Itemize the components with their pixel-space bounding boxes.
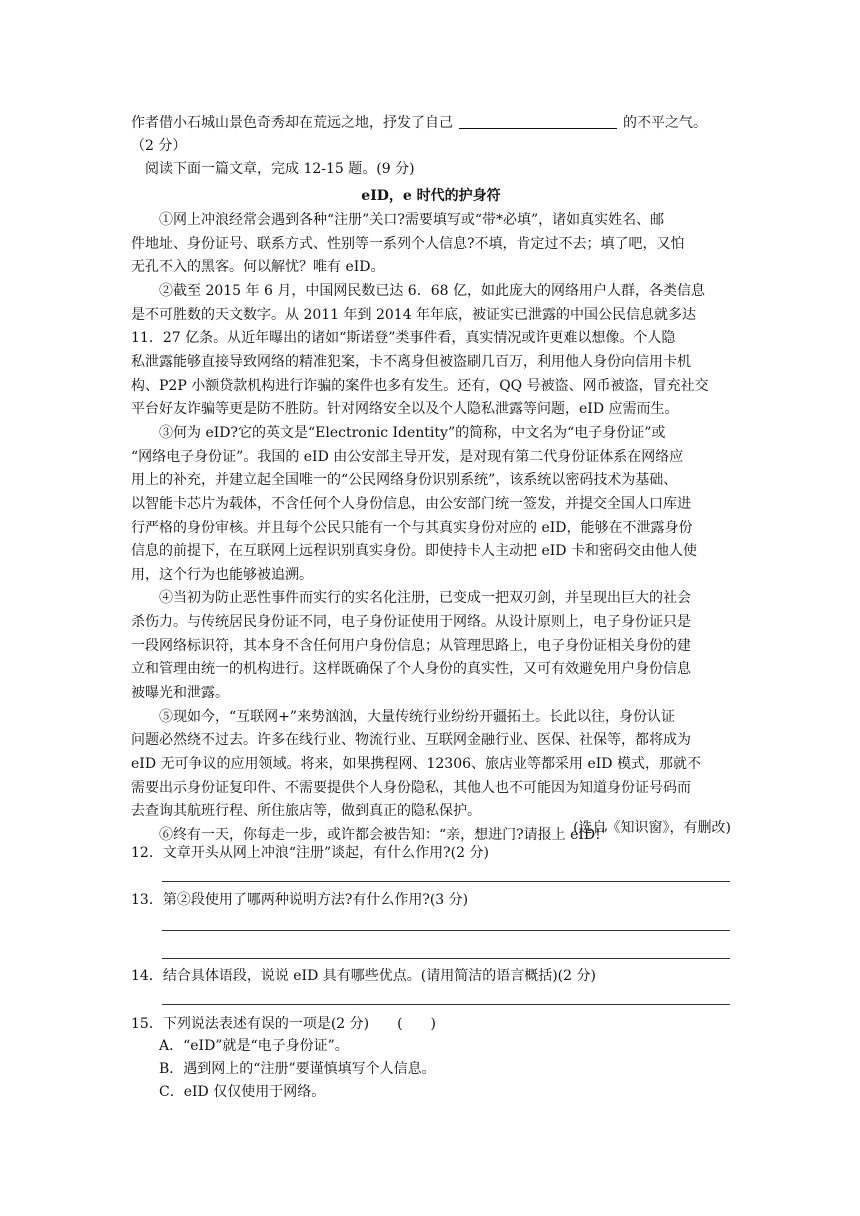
article-line: 用，这个行为也能够被追溯。 <box>131 566 313 583</box>
article-line: 件地址、身份证号、联系方式、性别等一系列个人信息?不填，肯定过不去；填了吧，又怕 <box>131 235 685 252</box>
article-line: 11．27 亿条。从近年曝出的诸如“斯诺登”类事件看，真实情况或许更难以想像。个人隐 <box>131 330 676 347</box>
q15-option-b[interactable]: B．遇到网上的“注册”要谨慎填写个人信息。 <box>159 1061 436 1077</box>
article-line: “网络电子身份证”。我国的 eID 由公安部主导开发，是对现有第二代身份证体系在网络应 <box>131 448 684 465</box>
article-title: eID，e 时代的护身符 <box>361 188 501 204</box>
q12-answer-line[interactable] <box>162 881 730 882</box>
q15-option-a[interactable]: A．“eID”就是“电子身份证”。 <box>159 1038 349 1054</box>
q13-answer-line-1[interactable] <box>162 930 730 931</box>
article-line: 信息的前提下，在互联网上远程识别真实身份。即使持卡人主动把 eID 卡和密码交由他人使 <box>131 543 697 560</box>
q11-tail-line <box>131 113 731 133</box>
article-line: ②截至 2015 年 6 月，中国网民数已达 6．68 亿，如此庞大的网络用户人群，各类信息 <box>159 282 705 299</box>
q11-score: （2 分） <box>131 138 187 154</box>
article-source: (选自《知识窗》，有删改) <box>573 820 731 836</box>
article-line: 立和管理由统一的机构进行。这样既确保了个人身份的真实性，又可有效避免用户身份信息 <box>131 661 691 678</box>
article-line: 杀伤力。与传统居民身份证不同，电子身份证使用于网络。从设计原则上，电子身份证只是 <box>131 614 691 630</box>
article-line: ④当初为防止恶性事件而实行的实名化注册，已变成一把双刃剑，并呈现出巨大的社会 <box>159 590 691 607</box>
article-line: 被曝光和泄露。 <box>131 685 229 701</box>
article-line: ③何为 eID?它的英文是“Electronic Identity”的简称，中文名为“电子身份证”或 <box>159 424 666 441</box>
reading-instruction: 阅读下面一篇文章，完成 12-15 题。(9 分) <box>145 161 415 177</box>
article-line: 无孔不入的黑客。何以解忧？唯有 eID。 <box>131 259 385 276</box>
article-line: 用上的补充，并建立起全国唯一的“公民网络身份识别系统”，该系统以密码技术为基础、 <box>131 472 678 489</box>
article-line: 是不可胜数的天文数字。从 2011 年到 2014 年年底，被证实已泄露的中国公民信息就多达 <box>131 306 697 323</box>
question-13: 13．第②段使用了哪两种说明方法?有什么作用?(3 分) <box>131 892 469 908</box>
article-line: 需要出示身份证复印件、不需要提供个人身份隐私，其他人也不可能因为知道身份证号码而 <box>131 779 691 796</box>
article-line: 以智能卡芯片为载体，不含任何个人身份信息，由公安部门统一签发，并提交全国人口库进 <box>131 495 691 512</box>
q11-answer-blank[interactable] <box>459 114 617 129</box>
article-line: 问题必然绕不过去。许多在线行业、物流行业、互联网金融行业、医保、社保等，都将成为 <box>131 732 691 749</box>
article-line: 一段网络标识符，其本身不含任何用户身份信息；从管理思路上，电子身份证相关身份的建 <box>131 637 691 654</box>
article-line: eID 无可争议的应用领域。将来，如果携程网、12306、旅店业等都采用 eID 模式，那就不 <box>131 755 701 772</box>
article-line: 行严格的身份审核。并且每个公民只能有一个与其真实身份对应的 eID，能够在不泄露身份 <box>131 519 693 536</box>
article-line: 去查询其航班行程、所住旅店等，做到真正的隐私保护。 <box>131 803 481 820</box>
q11-text-after: 的不平之气。 <box>623 115 707 131</box>
question-12: 12．文章开头从网上冲浪“注册”谈起，有什么作用?(2 分) <box>131 845 489 861</box>
article-line: ⑥终有一天，你每走一步，或许都会被告知：“亲，想进门?请报上 eID!” <box>159 826 608 843</box>
question-14: 14．结合具体语段，说说 eID 具有哪些优点。(请用简洁的语言概括)(2 分) <box>131 968 596 984</box>
article-line: 构、P2P 小额贷款机构进行诈骗的案件也多有发生。还有，QQ 号被盗、网币被盗，冒充社交 <box>131 377 709 394</box>
q14-answer-line[interactable] <box>162 1004 730 1005</box>
article-line: ①网上冲浪经常会遇到各种“注册”关口?需要填写或“带*必填”，诸如真实姓名、邮 <box>159 212 665 228</box>
question-15: 15．下列说法表述有误的一项是(2 分) ( ) <box>131 1016 437 1032</box>
q15-option-c[interactable]: C．eID 仅仅使用于网络。 <box>159 1084 326 1100</box>
article-line: 平台好友诈骗等更是防不胜防。针对网络安全以及个人隐私泄露等问题，eID 应需而生。 <box>131 401 679 418</box>
q13-answer-line-2[interactable] <box>162 958 730 959</box>
article-line: ⑤现如今，“互联网+”来势汹汹，大量传统行业纷纷开疆拓土。长此以往，身份认证 <box>159 708 676 725</box>
article-line: 私泄露能够直接导致网络的精准犯案，卡不离身但被盗刷几百万，利用他人身份向信用卡机 <box>131 353 691 370</box>
q11-text-before: 作者借小石城山景色奇秀却在荒远之地，抒发了自己 <box>131 115 453 131</box>
